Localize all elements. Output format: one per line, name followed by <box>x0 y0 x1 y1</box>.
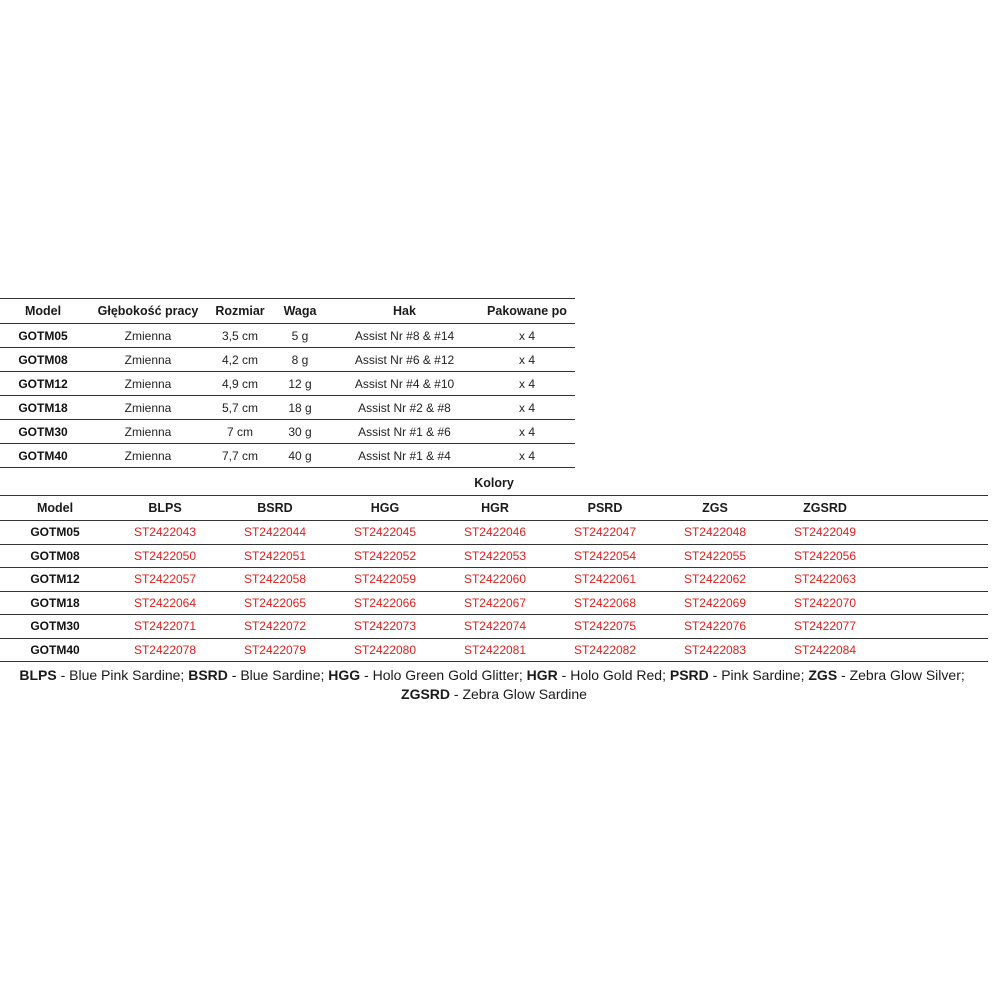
spec-header-model: Model <box>0 299 86 324</box>
legend-description: - Zebra Glow Silver; <box>837 667 969 683</box>
legend-description: - Holo Green Gold Glitter; <box>360 667 527 683</box>
table-row <box>0 544 988 568</box>
table-cell: 3,5 cm <box>210 324 270 348</box>
legend-code: PSRD <box>669 667 709 683</box>
colors-header-empty <box>880 496 988 521</box>
legend-code: BSRD <box>188 667 228 683</box>
colors-table <box>0 495 988 662</box>
color-code-cell: ST2422052 <box>330 544 440 568</box>
color-code-cell: ST2422066 <box>330 591 440 615</box>
legend-code: ZGS <box>808 667 838 683</box>
table-cell: Zmienna <box>86 372 210 396</box>
colors-header-blps: BLPS <box>110 496 220 521</box>
empty-cell <box>880 638 988 662</box>
table-cell: Zmienna <box>86 396 210 420</box>
empty-cell <box>880 521 988 545</box>
table-cell: 4,2 cm <box>210 348 270 372</box>
color-code-cell: ST2422060 <box>440 568 550 592</box>
color-code-cell: ST2422045 <box>330 521 440 545</box>
table-cell: Zmienna <box>86 324 210 348</box>
legend-description: - Pink Sardine; <box>708 667 809 683</box>
table-cell: 30 g <box>270 420 330 444</box>
table-cell: Assist Nr #2 & #8 <box>330 396 479 420</box>
spec-header-size: Rozmiar <box>210 299 270 324</box>
model-cell: GOTM40 <box>0 444 86 468</box>
color-code-cell: ST2422084 <box>770 638 880 662</box>
table-cell: x 4 <box>479 324 575 348</box>
table-cell: Assist Nr #1 & #4 <box>330 444 479 468</box>
model-cell: GOTM40 <box>0 638 110 662</box>
spec-table <box>0 298 575 468</box>
table-cell: 12 g <box>270 372 330 396</box>
color-code-cell: ST2422064 <box>110 591 220 615</box>
colors-header-zgsrd: ZGSRD <box>770 496 880 521</box>
legend-description: - Blue Sardine; <box>227 667 329 683</box>
color-code-cell: ST2422073 <box>330 615 440 639</box>
empty-cell <box>880 568 988 592</box>
colors-header-bsrd: BSRD <box>220 496 330 521</box>
color-code-cell: ST2422046 <box>440 521 550 545</box>
table-cell: Assist Nr #4 & #10 <box>330 372 479 396</box>
model-cell: GOTM30 <box>0 420 86 444</box>
table-row <box>0 444 575 468</box>
color-code-cell: ST2422043 <box>110 521 220 545</box>
color-code-cell: ST2422059 <box>330 568 440 592</box>
table-cell: 5 g <box>270 324 330 348</box>
color-code-cell: ST2422058 <box>220 568 330 592</box>
color-code-cell: ST2422070 <box>770 591 880 615</box>
legend-code: ZGSRD <box>401 686 451 702</box>
colors-header-zgs: ZGS <box>660 496 770 521</box>
table-cell: Assist Nr #8 & #14 <box>330 324 479 348</box>
color-code-cell: ST2422057 <box>110 568 220 592</box>
model-cell: GOTM12 <box>0 568 110 592</box>
colors-header-hgr: HGR <box>440 496 550 521</box>
table-cell: Zmienna <box>86 348 210 372</box>
model-cell: GOTM30 <box>0 615 110 639</box>
table-cell: 7 cm <box>210 420 270 444</box>
color-code-cell: ST2422076 <box>660 615 770 639</box>
table-cell: 5,7 cm <box>210 396 270 420</box>
table-cell: x 4 <box>479 372 575 396</box>
table-cell: 7,7 cm <box>210 444 270 468</box>
color-code-cell: ST2422078 <box>110 638 220 662</box>
color-code-cell: ST2422062 <box>660 568 770 592</box>
table-row <box>0 396 575 420</box>
color-code-cell: ST2422081 <box>440 638 550 662</box>
color-code-cell: ST2422050 <box>110 544 220 568</box>
table-cell: Assist Nr #6 & #12 <box>330 348 479 372</box>
colors-header-psrd: PSRD <box>550 496 660 521</box>
color-code-cell: ST2422075 <box>550 615 660 639</box>
table-cell: Assist Nr #1 & #6 <box>330 420 479 444</box>
spec-header-row <box>0 299 575 324</box>
color-code-cell: ST2422067 <box>440 591 550 615</box>
empty-cell <box>880 591 988 615</box>
legend-code: BLPS <box>19 667 57 683</box>
color-code-cell: ST2422083 <box>660 638 770 662</box>
model-cell: GOTM08 <box>0 348 86 372</box>
table-cell: Zmienna <box>86 444 210 468</box>
table-row <box>0 568 988 592</box>
color-code-cell: ST2422068 <box>550 591 660 615</box>
table-row <box>0 591 988 615</box>
color-code-cell: ST2422056 <box>770 544 880 568</box>
color-code-cell: ST2422069 <box>660 591 770 615</box>
empty-cell <box>880 615 988 639</box>
legend-description: - Blue Pink Sardine; <box>56 667 189 683</box>
spec-header-depth: Głębokość pracy <box>86 299 210 324</box>
table-cell: x 4 <box>479 396 575 420</box>
spec-header-pack: Pakowane po <box>479 299 575 324</box>
table-cell: Zmienna <box>86 420 210 444</box>
color-code-cell: ST2422053 <box>440 544 550 568</box>
colors-header-row <box>0 496 988 521</box>
empty-cell <box>880 544 988 568</box>
table-row <box>0 615 988 639</box>
legend-description: - Holo Gold Red; <box>557 667 670 683</box>
spec-header-weight: Waga <box>270 299 330 324</box>
legend-code: HGR <box>526 667 558 683</box>
color-code-cell: ST2422061 <box>550 568 660 592</box>
legend-description: - Zebra Glow Sardine <box>450 686 587 702</box>
table-row <box>0 420 575 444</box>
color-code-cell: ST2422077 <box>770 615 880 639</box>
colors-header-model: Model <box>0 496 110 521</box>
color-code-cell: ST2422049 <box>770 521 880 545</box>
color-code-cell: ST2422079 <box>220 638 330 662</box>
model-cell: GOTM18 <box>0 396 86 420</box>
color-legend <box>0 666 988 704</box>
table-row <box>0 372 575 396</box>
color-code-cell: ST2422080 <box>330 638 440 662</box>
color-code-cell: ST2422063 <box>770 568 880 592</box>
color-code-cell: ST2422055 <box>660 544 770 568</box>
color-code-cell: ST2422074 <box>440 615 550 639</box>
color-code-cell: ST2422048 <box>660 521 770 545</box>
table-cell: 4,9 cm <box>210 372 270 396</box>
model-cell: GOTM18 <box>0 591 110 615</box>
table-cell: 40 g <box>270 444 330 468</box>
legend-code: HGG <box>328 667 361 683</box>
table-row <box>0 521 988 545</box>
spec-header-hook: Hak <box>330 299 479 324</box>
table-row <box>0 638 988 662</box>
color-code-cell: ST2422047 <box>550 521 660 545</box>
model-cell: GOTM12 <box>0 372 86 396</box>
colors-title: Kolory <box>474 476 514 490</box>
table-cell: x 4 <box>479 348 575 372</box>
model-cell: GOTM05 <box>0 521 110 545</box>
color-code-cell: ST2422072 <box>220 615 330 639</box>
model-cell: GOTM08 <box>0 544 110 568</box>
color-code-cell: ST2422044 <box>220 521 330 545</box>
table-row <box>0 324 575 348</box>
colors-header-hgg: HGG <box>330 496 440 521</box>
color-code-cell: ST2422071 <box>110 615 220 639</box>
color-code-cell: ST2422082 <box>550 638 660 662</box>
model-cell: GOTM05 <box>0 324 86 348</box>
color-code-cell: ST2422051 <box>220 544 330 568</box>
table-cell: x 4 <box>479 444 575 468</box>
table-cell: 8 g <box>270 348 330 372</box>
color-code-cell: ST2422054 <box>550 544 660 568</box>
table-cell: 18 g <box>270 396 330 420</box>
color-code-cell: ST2422065 <box>220 591 330 615</box>
table-cell: x 4 <box>479 420 575 444</box>
table-row <box>0 348 575 372</box>
